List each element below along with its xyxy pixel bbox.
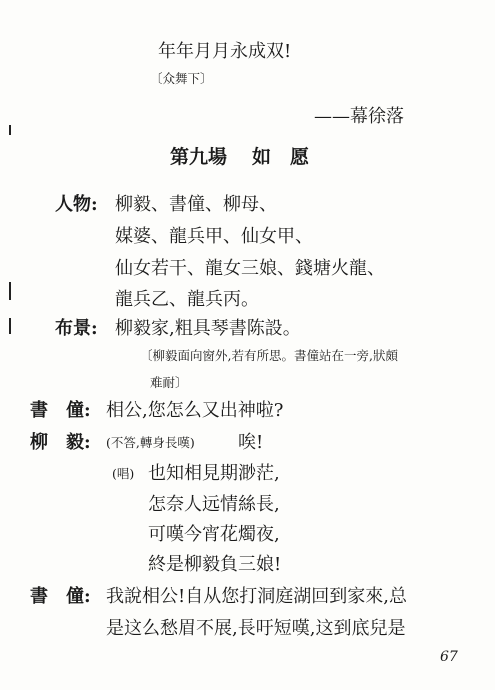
- dialogue-line: 唉!: [238, 432, 264, 453]
- sung-line: 怎奈人远情絲長,: [148, 494, 280, 515]
- setting-line: 柳毅家,粗具琴書陈設。: [115, 318, 301, 339]
- speaker-shutong: 書 僮:: [30, 400, 91, 421]
- setting-direction: 难耐〕: [150, 375, 188, 390]
- characters-line: 媒婆、龍兵甲、仙女甲、: [115, 226, 313, 247]
- sung-line: 終是柳毅負三娘!: [148, 554, 282, 575]
- dialogue-line: 是这么愁眉不展,長吁短嘆,这到底兒是: [106, 618, 406, 639]
- setting-label: 布景:: [55, 318, 98, 339]
- scene-name: 如 愿: [252, 146, 310, 168]
- page-number: 67: [440, 649, 458, 665]
- characters-label: 人物:: [55, 194, 98, 215]
- dialogue-line: 相公,您怎么又出神啦?: [106, 400, 284, 421]
- speaker-shutong: 書 僮:: [30, 586, 91, 607]
- sing-direction: (唱): [112, 466, 135, 481]
- margin-mark: [9, 318, 11, 334]
- stage-direction: (不答,轉身長嘆): [106, 435, 195, 450]
- speaker-liuyi: 柳 毅:: [30, 432, 91, 453]
- scene-title: 第九場: [170, 146, 228, 168]
- setting-direction: 〔柳毅面向窗外,若有所思。書僮站在一旁,狀頗: [140, 348, 398, 363]
- margin-mark: [9, 282, 11, 300]
- dialogue-line: 我說相公!自从您打洞庭湖回到家來,总: [106, 586, 407, 607]
- stage-exit-direction: 〔众舞下〕: [150, 71, 213, 86]
- characters-line: 仙女若干、龍女三娘、錢塘火龍、: [115, 258, 385, 279]
- sung-line: 可嘆今宵花燭夜,: [148, 524, 280, 545]
- closing-line: 年年月月永成双!: [158, 41, 292, 62]
- margin-mark: [9, 125, 11, 135]
- characters-line: 龍兵乙、龍兵丙。: [115, 289, 259, 310]
- characters-line: 柳毅、書僮、柳母、: [115, 194, 277, 215]
- sung-line: 也知相見期渺茫,: [148, 463, 280, 484]
- curtain-falls: ——幕徐落: [314, 106, 404, 127]
